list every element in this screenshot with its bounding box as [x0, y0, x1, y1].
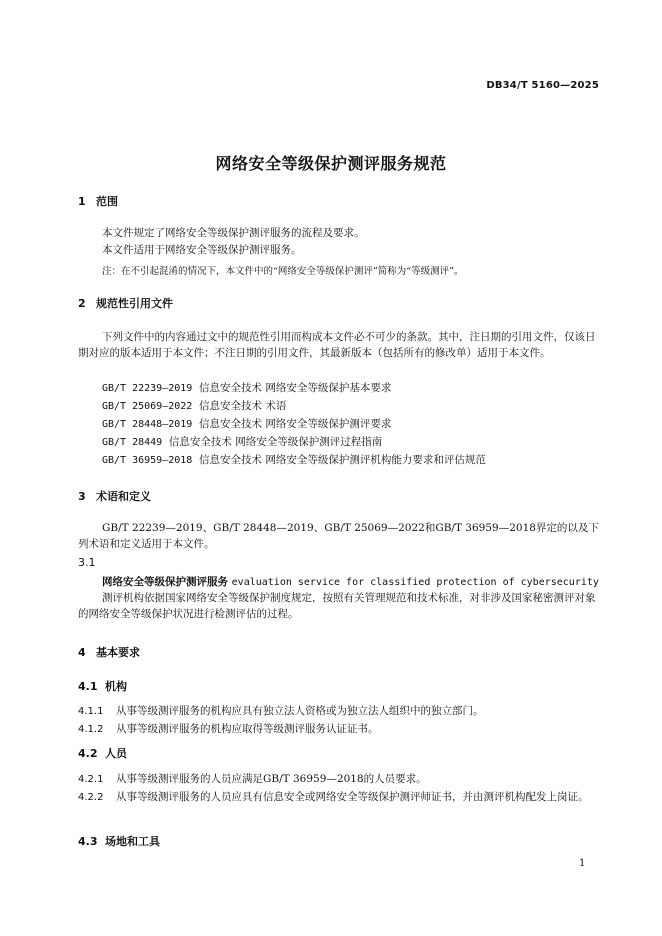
term-title: 网络安全等级保护测评服务 evaluation service for classified protection of cybersecurity — [102, 576, 599, 588]
reference-item: GB/T 25069—2022 信息安全技术 术语 — [102, 400, 287, 412]
section-2-heading: 2 规范性引用文件 — [78, 297, 173, 310]
term-definition: 测评机构依据国家网络安全等级保护制度规定，按照有关管理规范和技术标准，对非涉及国家秘密测评对象的网络安全等级保护状况进行检测评估的过程。 — [78, 592, 596, 620]
section-4-heading: 4 基本要求 — [78, 646, 140, 659]
section-3-intro: GB/T 22239—2019、GB/T 28448—2019、GB/T 25069—2022和GB/T 36959—2018界定的以及下列术语和定义适用于本文件。 — [78, 522, 599, 550]
subsection-4-1-heading: 4.1 机构 — [78, 680, 127, 693]
clause-4-2-1: 4.2.1 从事等级测评服务的人员应满足GB/T 36959—2018的人员要求。 — [78, 773, 427, 785]
section-3-heading: 3 术语和定义 — [78, 490, 151, 503]
section-1-paragraph-1: 本文件规定了网络安全等级保护测评服务的流程及要求。 — [102, 227, 365, 239]
document-title: 网络安全等级保护测评服务规范 — [215, 154, 447, 173]
clause-4-1-1: 4.1.1 从事等级测评服务的机构应具有独立法人资格或为独立法人组织中的独立部门。 — [78, 705, 484, 717]
section-1-heading: 1 范围 — [78, 195, 118, 208]
clause-4-2-2: 4.2.2 从事等级测评服务的人员应具有信息安全或网络安全等级保护测评师证书，并由测评机构配发上岗证。 — [78, 791, 589, 803]
section-1-note: 注：在不引起混淆的情况下，本文件中的“网络安全等级保护测评”简称为“等级测评”。 — [102, 266, 464, 277]
reference-item: GB/T 28448—2019 信息安全技术 网络安全等级保护测评要求 — [102, 418, 392, 430]
page-number: 1 — [579, 858, 586, 869]
section-1-paragraph-2: 本文件适用于网络安全等级保护测评服务。 — [102, 244, 302, 256]
section-2-intro: 下列文件中的内容通过文中的规范性引用而构成本文件必不可少的条款。其中，注日期的引用文件，仅该日期对应的版本适用于本文件；不注日期的引用文件，其最新版本（包括所有的修改单）适用于本文件。 — [78, 331, 596, 359]
subsection-4-3-heading: 4.3 场地和工具 — [78, 835, 160, 848]
clause-4-1-2: 4.1.2 从事等级测评服务的机构应取得等级测评服务认证证书。 — [78, 723, 379, 735]
reference-item: GB/T 28449 信息安全技术 网络安全等级保护测评过程指南 — [102, 436, 383, 448]
reference-item: GB/T 36959—2018 信息安全技术 网络安全等级保护测评机构能力要求和评估规范 — [102, 454, 486, 466]
reference-item: GB/T 22239—2019 信息安全技术 网络安全等级保护基本要求 — [102, 382, 392, 394]
document-code-header: DB34/T 5160—2025 — [486, 80, 599, 91]
subsection-4-2-heading: 4.2 人员 — [78, 747, 127, 760]
term-number: 3.1 — [78, 556, 96, 569]
